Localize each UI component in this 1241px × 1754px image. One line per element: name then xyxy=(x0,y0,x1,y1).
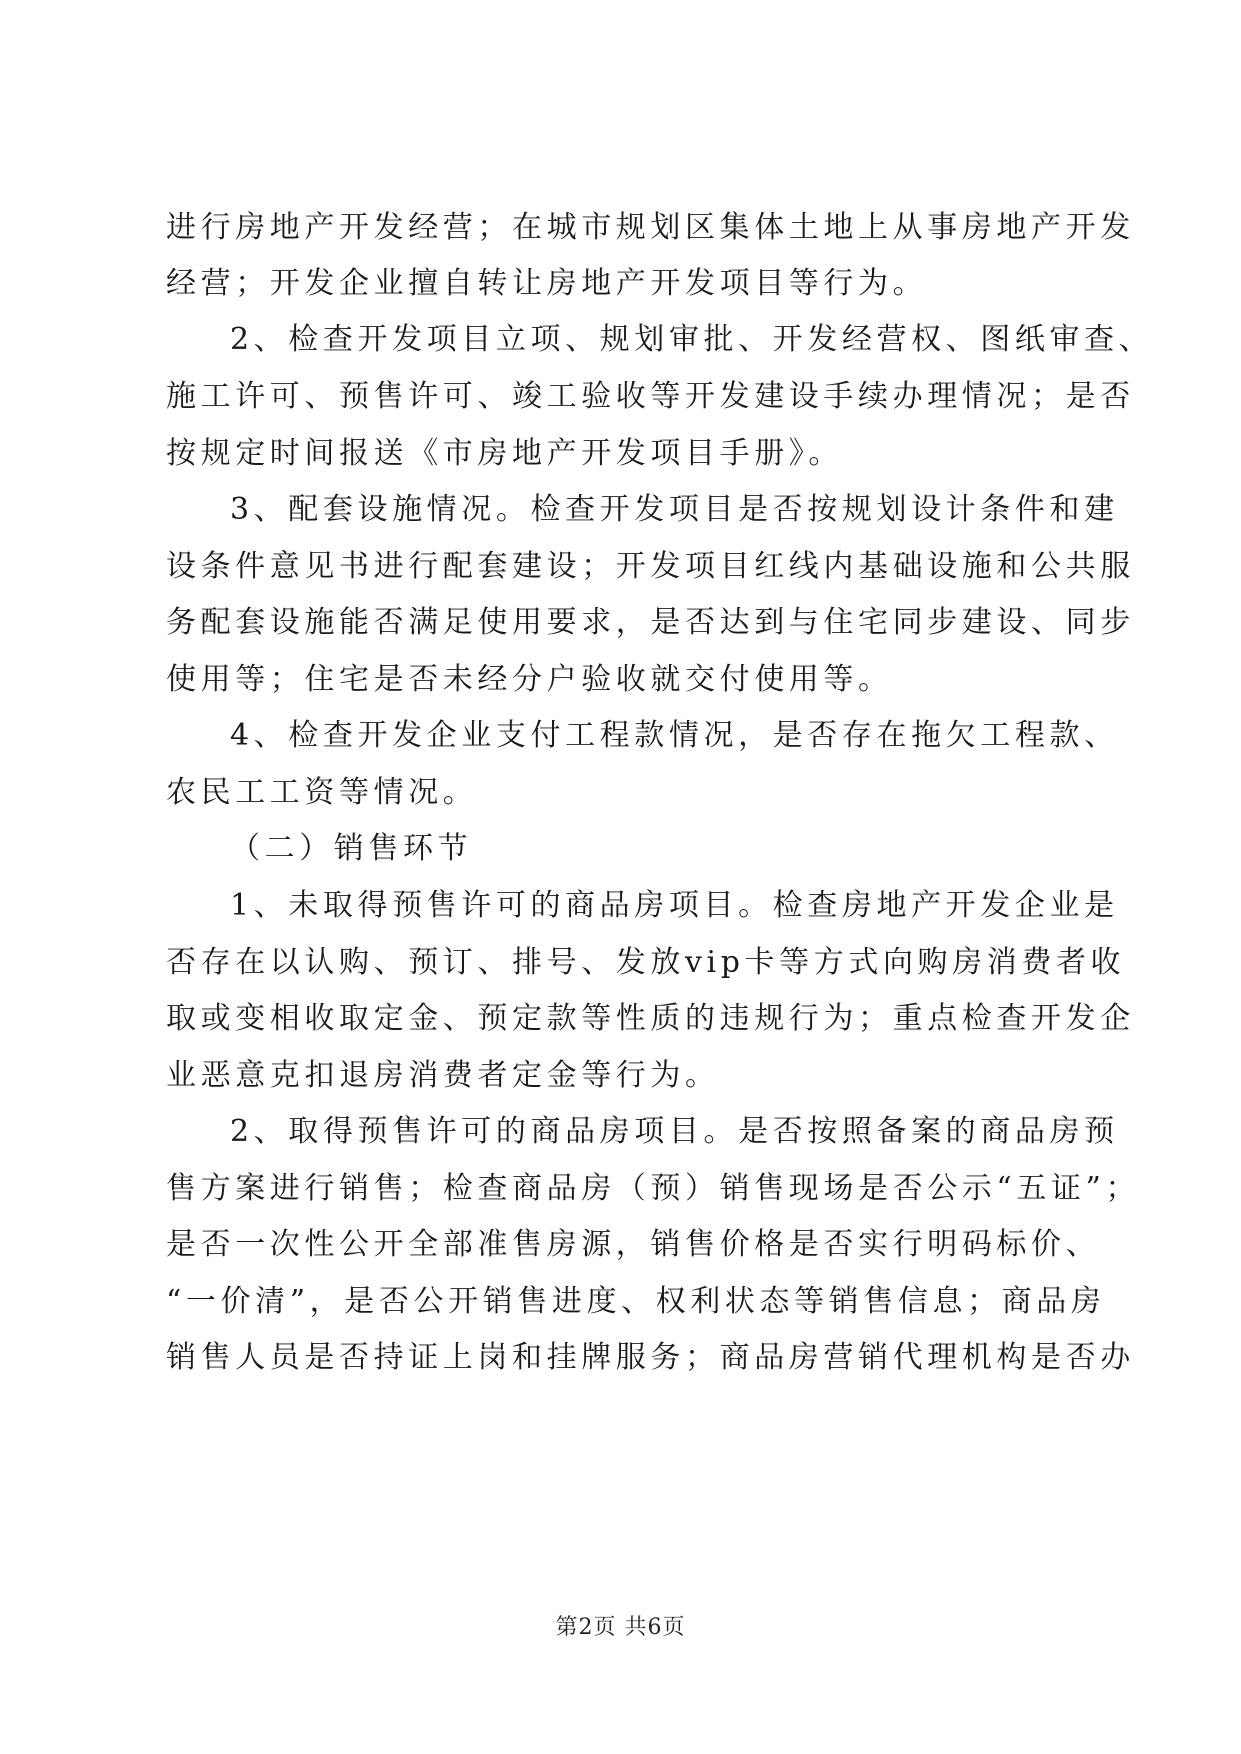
paragraph-line: 务配套设施能否满足使用要求，是否达到与住宅同步建设、同步 xyxy=(166,605,1135,640)
paragraph-line: 进行房地产开发经营；在城市规划区集体土地上从事房地产开发 xyxy=(166,210,1135,245)
paragraph-line: 销售人员是否持证上岗和挂牌服务；商品房营销代理机构是否办 xyxy=(166,1340,1135,1375)
paragraph-line: 经营；开发企业擅自转让房地产开发项目等行为。 xyxy=(166,266,928,301)
page-number-footer: 第2页 共6页 xyxy=(555,1615,686,1640)
paragraph-line: 业恶意克扣退房消费者定金等行为。 xyxy=(166,1058,720,1093)
paragraph-line: 售方案进行销售；检查商品房（预）销售现场是否公示“五证”； xyxy=(166,1171,1141,1206)
paragraph-line: 农民工工资等情况。 xyxy=(166,775,478,810)
paragraph-line: 取或变相收取定金、预定款等性质的违规行为；重点检查开发企 xyxy=(166,1001,1135,1036)
paragraph-line: 2、检查开发项目立项、规划审批、开发经营权、图纸审查、 xyxy=(230,322,1154,357)
paragraph-line: 4、检查开发企业支付工程款情况，是否存在拖欠工程款、 xyxy=(230,718,1119,753)
paragraph-line: 是否一次性公开全部准售房源，销售价格是否实行明码标价、 xyxy=(166,1227,1101,1262)
paragraph-line: 1、未取得预售许可的商品房项目。检查房地产开发企业是 xyxy=(230,888,1119,923)
paragraph-line: 3、配套设施情况。检查开发项目是否按规划设计条件和建 xyxy=(230,492,1119,527)
paragraph-line: 否存在以认购、预订、排号、发放vip卡等方式向购房消费者收 xyxy=(166,945,1126,980)
paragraph-line: 施工许可、预售许可、竣工验收等开发建设手续办理情况；是否 xyxy=(166,379,1135,414)
paragraph-line: 设条件意见书进行配套建设；开发项目红线内基础设施和公共服 xyxy=(166,549,1135,584)
paragraph-line: 按规定时间报送《市房地产开发项目手册》。 xyxy=(166,436,843,471)
section-heading: （二）销售环节 xyxy=(230,831,473,866)
paragraph-line: 使用等；住宅是否未经分户验收就交付使用等。 xyxy=(166,662,893,697)
paragraph-line: 2、取得预售许可的商品房项目。是否按照备案的商品房预 xyxy=(230,1114,1119,1149)
paragraph-line: “一价清”，是否公开销售进度、权利状态等销售信息；商品房 xyxy=(166,1284,1106,1319)
